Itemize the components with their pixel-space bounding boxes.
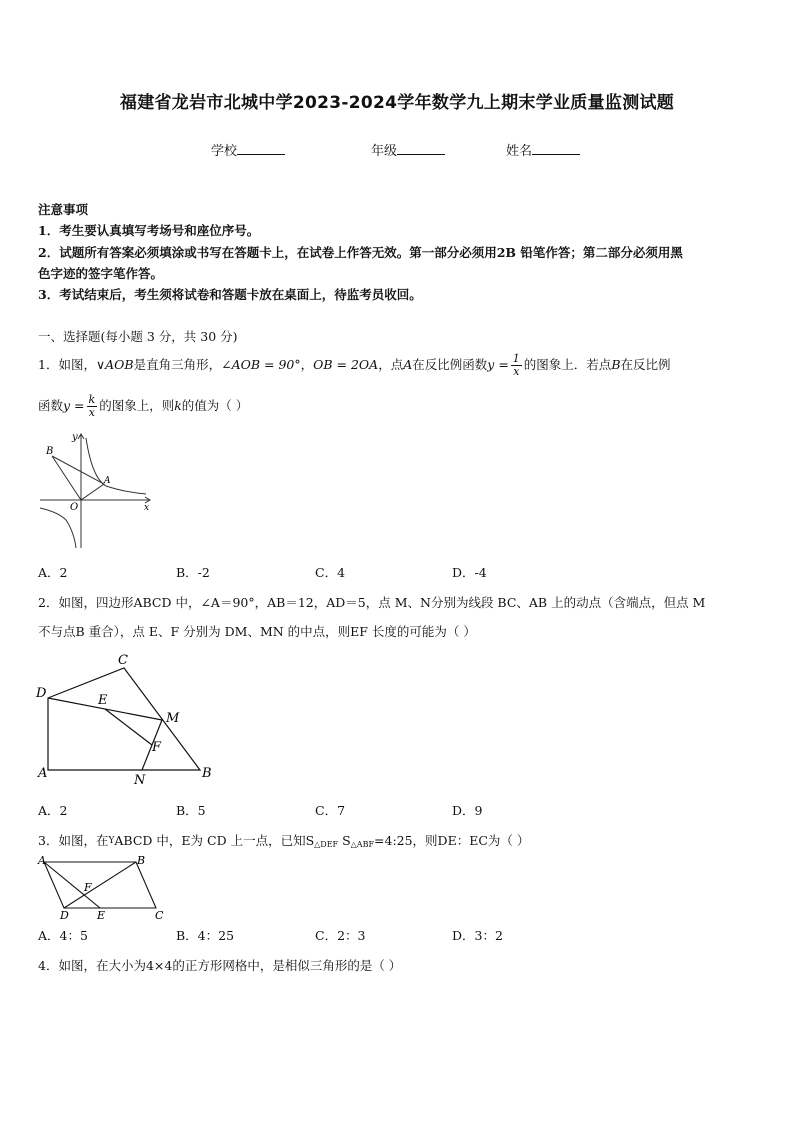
q1-hyperbola-branch-2: [40, 508, 76, 548]
grade-blank[interactable]: [397, 142, 445, 155]
school-blank[interactable]: [237, 142, 285, 155]
q3-sub-def: △DEF: [314, 840, 339, 849]
q1-triangle-aob: [52, 456, 104, 500]
q1-equation: OB = 2OA: [313, 357, 379, 372]
q3-figure: [34, 852, 170, 922]
q1-fn2-fraction: [87, 394, 98, 419]
q1-text-5: 的图象上．若点: [523, 357, 612, 372]
q1-label-o: O: [70, 502, 79, 513]
q2-label-b: B: [202, 766, 212, 781]
q2-label-m: M: [166, 711, 180, 726]
q1-point-b: B: [611, 357, 621, 372]
q3-option-b[interactable]: B．4：25: [176, 928, 235, 943]
q2-label-n: N: [134, 773, 146, 788]
q3-option-c[interactable]: C．2：3: [315, 928, 366, 943]
q1-option-b[interactable]: B．-2: [176, 565, 210, 580]
notice-item-2-cont: 色字迹的签字笔作答。: [38, 266, 164, 281]
q3-label-c: C: [155, 909, 164, 922]
q1-fn2-num: k: [88, 393, 96, 406]
q1-option-a[interactable]: A．2: [38, 565, 68, 580]
q2-label-f: F: [152, 740, 162, 755]
name-field[interactable]: [506, 140, 580, 159]
q3-segment-bd: [64, 862, 136, 908]
page-title: 福建省龙岩市北城中学2023-2024学年数学九上期末学业质量监测试题: [119, 93, 675, 113]
q1-label-a: A: [104, 476, 111, 486]
q1-text-3: ，点: [378, 357, 404, 372]
q1-fn1-lhs: y =: [487, 357, 509, 372]
notice-item-2: 2．试题所有答案必须填涂或书写在答题卡上，在试卷上作答无效。第一部分必须用2B 铅笔作答；第二部分必须用黑: [38, 245, 683, 260]
q3-sub-abf: △ABF: [350, 840, 375, 849]
q3-parallelogram-symbol: Y: [108, 836, 115, 846]
q2-option-d[interactable]: D．9: [452, 803, 483, 818]
q1-line2: [38, 393, 248, 419]
q2-option-c[interactable]: C．7: [315, 803, 346, 818]
grade-label: 年级: [371, 144, 398, 159]
q3-option-d[interactable]: D．3：2: [452, 928, 503, 943]
grade-field[interactable]: [371, 140, 445, 159]
q1-label-x: x: [144, 503, 150, 513]
q1-label-y: y: [72, 432, 78, 443]
q3-text-4: =4:25，则DE：EC为（ ）: [374, 833, 530, 848]
q2-option-a[interactable]: A．2: [38, 803, 68, 818]
q1-line1: [38, 352, 671, 378]
q1-point-a: A: [403, 357, 413, 372]
notice-item-3: 3．考试结束后，考生须将试卷和答题卡放在桌面上，待监考员收回。: [38, 287, 422, 302]
q1-label-b: B: [46, 446, 54, 457]
q1-text-8: 的图象上，则: [99, 398, 175, 413]
q1-text-9: 的值为（ ）: [181, 398, 249, 413]
notice-item-1: 1．考生要认真填写考场号和座位序号。: [38, 223, 260, 238]
q1-figure: [36, 428, 156, 552]
q1-k: k: [174, 398, 182, 413]
q2-label-e: E: [98, 693, 108, 708]
q1-fn2-den: x: [88, 406, 95, 419]
q3-text-1: 3．如图，在: [38, 833, 109, 848]
q1-fn2-lhs: y =: [63, 398, 85, 413]
q1-text-7: 函数: [38, 398, 64, 413]
q3-option-a[interactable]: A．4：5: [38, 928, 88, 943]
q3-label-b: B: [137, 854, 146, 867]
name-blank[interactable]: [532, 142, 580, 155]
q1-fn1-num: 1: [512, 352, 520, 365]
q3-label-e: E: [97, 909, 106, 922]
q1-sep: ，: [300, 357, 314, 372]
q2-label-c: C: [118, 653, 128, 668]
q3-text-3: S: [338, 833, 351, 848]
q1-text-2: 是直角三角形，: [133, 357, 222, 372]
q2-segment-ef: [105, 709, 152, 745]
q1-fn1-den: x: [513, 365, 520, 378]
school-field[interactable]: [211, 140, 285, 159]
q2-line1: 2．如图，四边形ABCD 中，∠A＝90°，AB＝12，AD＝5，点 M、N分别为线段 BC、AB 上的动点（含端点，但点 M: [38, 595, 706, 610]
q4-text: 4．如图，在大小为4×4的正方形网格中，是相似三角形的是（ ）: [38, 958, 402, 973]
name-label: 姓名: [506, 144, 533, 159]
q1-fn1-fraction: [511, 353, 522, 378]
q2-line2: 不与点B 重合），点 E、F 分别为 DM、MN 的中点，则EF 长度的可能为（ ）: [38, 624, 476, 639]
q3-text-2: ABCD 中，E为 CD 上一点，已知S: [114, 833, 315, 848]
q2-label-d: D: [36, 686, 47, 701]
school-label: 学校: [211, 144, 238, 159]
q3-label-f: F: [84, 881, 92, 894]
q1-triangle: ∨AOB: [95, 357, 134, 372]
q1-text-1: 1．如图，: [38, 357, 96, 372]
section-heading: 一、选择题(每小题 3 分，共 30 分): [38, 329, 238, 344]
q1-angle: ∠AOB = 90°: [221, 357, 301, 372]
q2-label-a: A: [38, 766, 48, 781]
q1-option-d[interactable]: D．-4: [452, 565, 487, 580]
notice-heading: 注意事项: [38, 202, 89, 217]
q1-text-6: 在反比例: [620, 357, 671, 372]
q2-option-b[interactable]: B．5: [176, 803, 206, 818]
q1-text-4: 在反比例函数: [412, 357, 488, 372]
q2-figure: [34, 650, 224, 790]
q3-label-a: A: [38, 854, 46, 867]
q1-hyperbola-branch-1: [86, 438, 146, 494]
q3-label-d: D: [60, 909, 69, 922]
q1-option-c[interactable]: C．4: [315, 565, 346, 580]
